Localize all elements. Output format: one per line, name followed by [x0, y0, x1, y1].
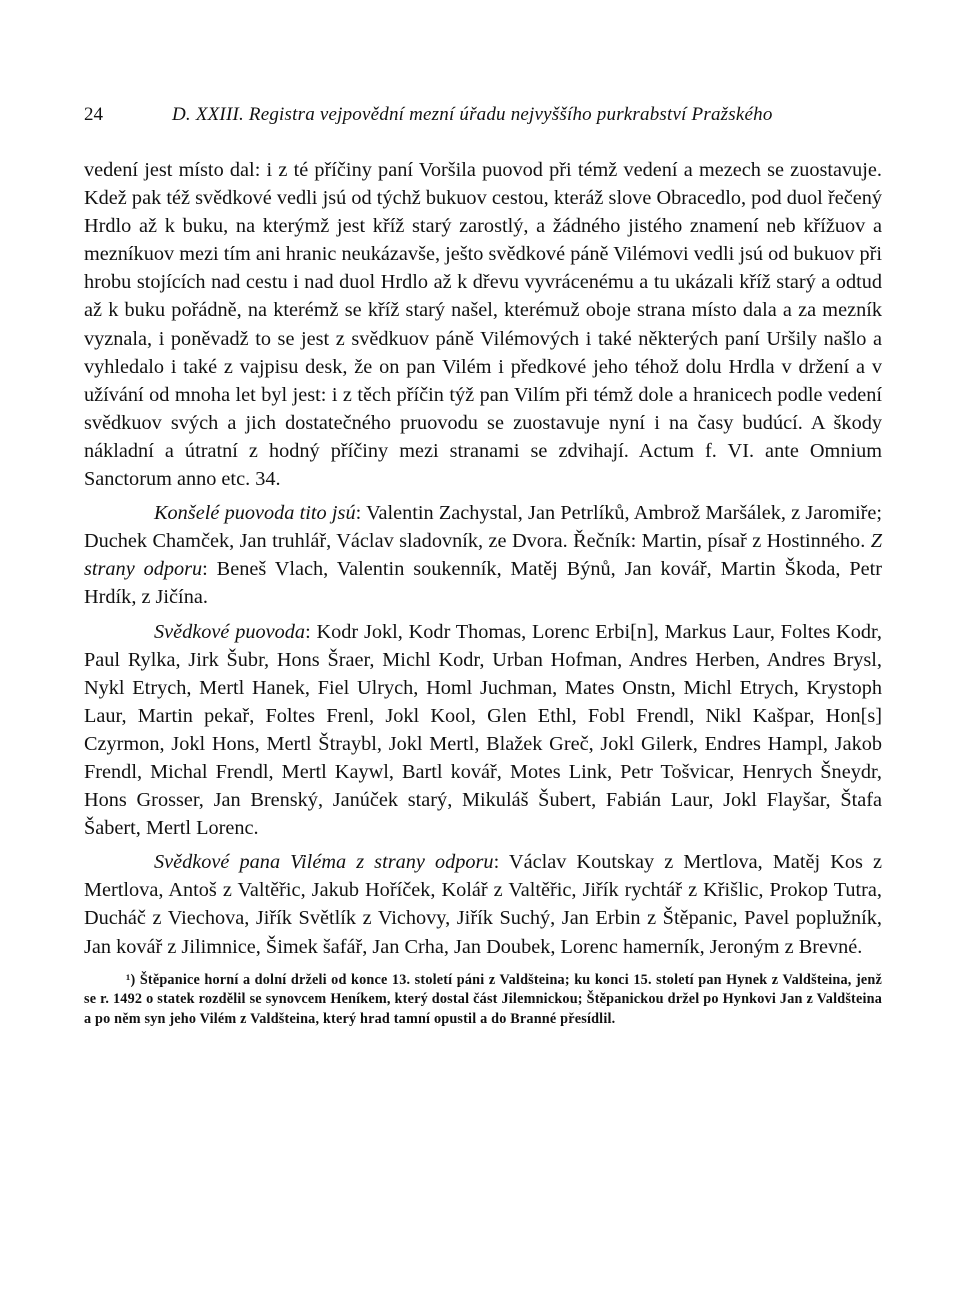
- document-page: [84, 104, 882, 1029]
- paragraph-verdict: vedení jest místo dal: i z té příčiny paní Voršila puovod při témž vedení a mezech se zuostavuje. Kdež pak též svědkové vedli jsú od týchž bukuov cestou, kteráž slove Obracedlo, pod duol řečený Hrdlo až k buku, na kterýmž jest kříž starý zarostlý, a žádného jistého znamení neb křížuov a mezníkuov mezi tím ani hranic neukázavše, ješto svědkové páně Vilémovi vedli jsú od bukuov při hrobu stojících nad cestu i nad duol Hrdlo až k dřevu vyvrácenému a tu ukázali kříž starý a odtud až k buku pořádně, na kterémž se kříž starý našel, kterémuž oboje strana místo dala a za mezník vyznala, i poněvadž to se jest z svědkuov páně Vilémových i také některých paní Uršily našlo a vyhledalo i také z vajpisu desk, že on pan Vilém i předkové jeho téhož dolu Hrdla v držení a v užívání od mnoha let byl jest: i z těch příčin týž pan Vilím při témž dole a hranicech podle vedení svědkuov svých a jich dostatečného pruovodu se zuostavuje nyní i na časy budúcí. A škody nákladní a útratní z hodný příčiny mezi stranami se zdvihají. Actum f. VI. ante Omnium Sanctorum anno etc. 34.: [84, 159, 882, 491]
- paragraph-councillors: [84, 499, 882, 611]
- councillors-text-2: : Beneš Vlach, Valentin soukenník, Matěj Býnů, Jan kovář, Martin Škoda, Petr Hrdík, z Jičína.: [84, 558, 882, 609]
- councillors-lead: Konšelé puovoda tito jsú: [154, 502, 356, 525]
- footnote-text: Štěpanice horní a dolní drželi od konce 13. století páni z Valdšteina; ku konci 15. století pan Hynek z Valdšteina, jenž se r. 1492 o statek rozdělil se synovcem Heníkem, který dostal část Jilemnickou; Štěpanickou držel po Hynkovi Jan z Valdšteina a po něm syn jeho Vilém z Valdšteina, který hrad tamní opustil a do Branné přesídlil.: [84, 971, 882, 1027]
- plaintiff-witnesses-text: : Kodr Jokl, Kodr Thomas, Lorenc Erbi[n], Markus Laur, Foltes Kodr, Paul Rylka, Jirk Šubr, Hons Šraer, Michl Kodr, Urban Hofman, Andres Herben, Andres Brysl, Nykl Etrych, Mertl Hanek, Fiel Ulrych, Homl Juchman, Mates Onstn, Michl Etrych, Krystoph Laur, Martin pekař, Foltes Frenl, Jokl Kool, Glen Ethl, Fobl Frendl, Nikl Kašpar, Hon[s] Czyrmon, Jokl Hons, Mertl Štraybl, Jokl Mertl, Blažek Greč, Jokl Gilerk, Endres Hampl, Jakob Frendl, Michal Frendl, Mertl Kaywl, Bartl kovář, Motes Link, Petr Tošvicar, Henrych Šneydr, Hons Grosser, Jan Brenský, Janúček starý, Mikuláš Šubert, Fabián Laur, Jokl Flayšar, Štafa Šabert, Mertl Lorenc.: [84, 620, 882, 840]
- running-title: D. XXIII. Registra vejpovědní mezní úřadu nejvyššího purkrabství Pražského: [172, 104, 773, 125]
- paragraph-defendant-witnesses: [84, 848, 882, 960]
- defendant-witnesses-lead: Svědkové pana Viléma z strany odporu: [154, 851, 494, 874]
- plaintiff-witnesses-lead: Svědkové puovoda: [154, 620, 306, 643]
- opposing-side-lead: Z strany odporu: [84, 530, 882, 581]
- councillors-text-1: : Valentin Zachystal, Jan Petrlíků, Ambrož Maršálek, z Jaromiře; Duchek Chamček, Jan truhlář, Václav sladovník, ze Dvora. Řečník: Martin, písař z Hostinného.: [84, 502, 882, 553]
- defendant-witnesses-text: : Václav Koutskay z Mertlova, Matěj Kos z Mertlova, Antoš z Valtěřic, Jakub Hoříček, Kolář z Valtěřic, Jiřík rychtář z Křišlic, Prokop Tutra, Ducháč z Viechova, Jiřík Světlík z Vichovy, Jiřík Suchý, Jan Erbin z Štěpanic, Pavel poplužník, Jan kovář z Jilimnice, Šimek šafář, Jan Crha, Jan Doubek, Lorenc hamerník, Jeroným z Brevné.: [84, 851, 882, 958]
- page-number: 24: [84, 104, 103, 125]
- document-body: [84, 156, 882, 961]
- page-header: [84, 104, 882, 134]
- footnote-marker: ¹): [126, 971, 136, 988]
- footnote: [84, 971, 882, 1030]
- paragraph-plaintiff-witnesses: [84, 618, 882, 843]
